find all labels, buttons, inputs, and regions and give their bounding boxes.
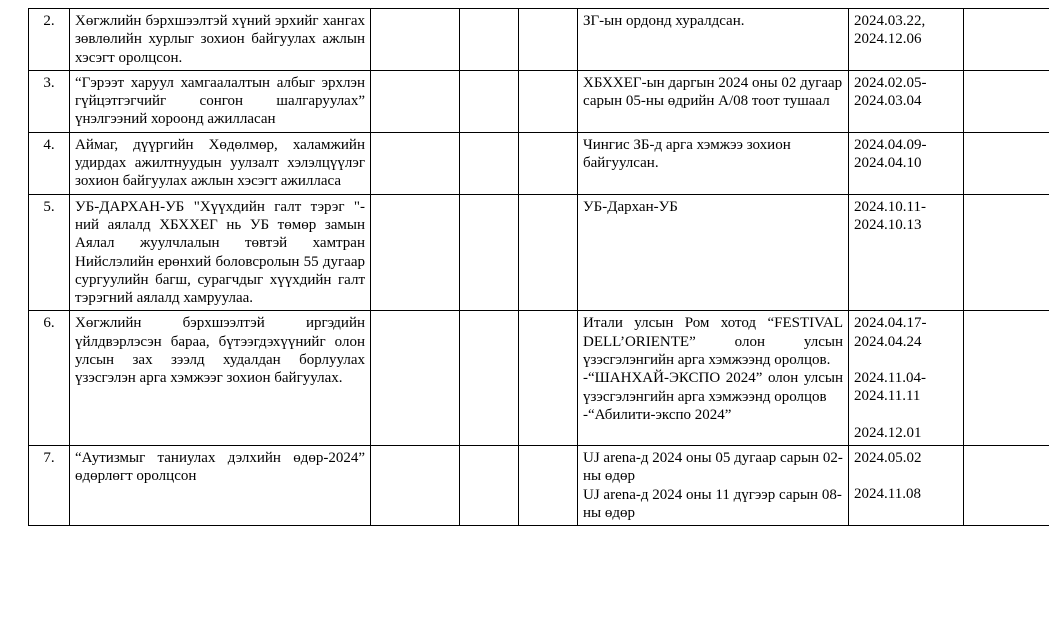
row-note: ХБХХЕГ-ын даргын 2024 оны 02 дугаар сарын 05-ны өдрийн А/08 тоот тушаал <box>578 70 849 132</box>
row-date-group <box>854 449 958 467</box>
table-row <box>29 194 1049 311</box>
row-col-d <box>519 9 578 71</box>
row-col-d <box>519 132 578 194</box>
row-col-c <box>460 194 519 311</box>
row-col-b <box>371 445 460 525</box>
row-col-b <box>371 9 460 71</box>
row-note <box>578 445 849 525</box>
row-number: 3. <box>29 70 70 132</box>
row-col-d <box>519 445 578 525</box>
row-date-line: 2024.12.06 <box>854 31 922 48</box>
row-col-c <box>460 132 519 194</box>
row-date-line: 2024.04.09- <box>854 136 927 153</box>
row-date-line: 2024.03.22, <box>854 13 926 29</box>
row-date-group <box>854 485 958 503</box>
row-note <box>578 311 849 445</box>
activities-table <box>28 8 1049 526</box>
row-date-line: 2024.11.11 <box>854 388 921 405</box>
row-date-line: 2024.04.17- <box>854 315 927 332</box>
row-number: 7. <box>29 445 70 525</box>
row-activity: “Аутизмыг таниулах дэлхийн өдөр-2024” өдөрлөгт оролцсон <box>70 445 371 525</box>
row-dates <box>849 70 964 132</box>
row-col-last <box>964 311 1049 445</box>
table-row <box>29 311 1049 445</box>
row-date-line: 2024.12.01 <box>854 424 922 441</box>
row-col-last <box>964 132 1049 194</box>
row-col-b <box>371 311 460 445</box>
table-row <box>29 9 1049 71</box>
row-dates <box>849 132 964 194</box>
row-date-line: 2024.05.02 <box>854 449 922 466</box>
row-col-last <box>964 194 1049 311</box>
row-number: 6. <box>29 311 70 445</box>
table-row <box>29 132 1049 194</box>
table-row <box>29 445 1049 525</box>
row-activity: Аймаг, дүүргийн Хөдөлмөр, халамжийн удирдах ажилтнуудын уулзалт хэлэлцүүлэг зохион байгуулах ажлын хэсэгт ажилласа <box>70 132 371 194</box>
row-activity: Хөгжлийн бэрхшээлтэй иргэдийн үйлдвэрлэсэн бараа, бүтээгдэхүүнийг олон улсын зах зээлд худалдан борлуулах үзэсгэлэн арга хэмжээг зохион байгуулах. <box>70 311 371 445</box>
row-date-line: 2024.03.04 <box>854 93 922 110</box>
row-date-line: 2024.11.04- <box>854 370 926 387</box>
row-col-last <box>964 70 1049 132</box>
row-date-line: 2024.02.05- <box>854 74 927 91</box>
row-date-line: 2024.11.08 <box>854 486 921 503</box>
row-col-d <box>519 70 578 132</box>
row-activity: Хөгжлийн бэрхшээлтэй хүний эрхийг хангах зөвлөлийн хурлыг зохион байгуулах ажлын хэсэгт оролцсон. <box>70 9 371 71</box>
row-dates <box>849 194 964 311</box>
row-date-group <box>854 424 958 442</box>
row-col-b <box>371 194 460 311</box>
row-date-group <box>854 369 958 406</box>
row-col-b <box>371 132 460 194</box>
row-note: ЗГ-ын ордонд хуралдсан. <box>578 9 849 71</box>
row-dates <box>849 311 964 445</box>
row-col-last <box>964 9 1049 71</box>
row-col-c <box>460 70 519 132</box>
row-col-c <box>460 9 519 71</box>
row-col-d <box>519 311 578 445</box>
row-activity: “Гэрээт харуул хамгаалалтын албыг эрхлэн гүйцэтгэгчийг сонгон шалгаруулах” үнэлгээний хороонд ажилласан <box>70 70 371 132</box>
row-note-part: -“ШАНХАЙ-ЭКСПО 2024” олон улсын үзэсгэлэнгийн арга хэмжээнд оролцов <box>583 370 843 405</box>
row-date-line: 2024.04.10 <box>854 155 922 172</box>
row-note-part: UJ arena-д 2024 оны 05 дугаар сарын 02-ны өдөр <box>583 449 843 485</box>
row-date-line: 2024.04.24 <box>854 333 922 350</box>
row-note: УБ-Дархан-УБ <box>578 194 849 311</box>
row-col-c <box>460 311 519 445</box>
row-number: 4. <box>29 132 70 194</box>
table-row <box>29 70 1049 132</box>
row-activity: УБ-ДАРХАН-УБ "Хүүхдийн галт тэрэг "-ний аялалд ХБХХЕГ нь УБ төмөр замын Аялал жуулчлалын төвтэй хамтран Нийслэлийн ерөнхий боловсролын 55 дугаар сургуулийн багш, сурагчдыг хүүхдийн галт тэрэгний аялалд хамруулаа. <box>70 194 371 311</box>
row-dates <box>849 445 964 525</box>
row-number: 5. <box>29 194 70 311</box>
row-number: 2. <box>29 9 70 71</box>
row-col-d <box>519 194 578 311</box>
row-note-part: UJ arena-д 2024 оны 11 дүгээр сарын 08-ны өдөр <box>583 486 842 521</box>
row-date-line: 2024.10.13 <box>854 216 922 233</box>
row-col-last <box>964 445 1049 525</box>
row-dates <box>849 9 964 71</box>
row-note-part: Итали улсын Ром хотод “FESTIVAL DELL’ORIENTE” олон улсын үзэсгэлэнгийн арга хэмжээнд оролцов. <box>583 315 843 369</box>
row-note: Чингис ЗБ-д арга хэмжээ зохион байгуулсан. <box>578 132 849 194</box>
table-body <box>29 9 1049 526</box>
row-col-b <box>371 70 460 132</box>
row-note-part: -“Абилити-экспо 2024” <box>583 406 732 423</box>
row-date-group <box>854 314 958 351</box>
row-col-c <box>460 445 519 525</box>
row-date-line: 2024.10.11- <box>854 198 926 215</box>
